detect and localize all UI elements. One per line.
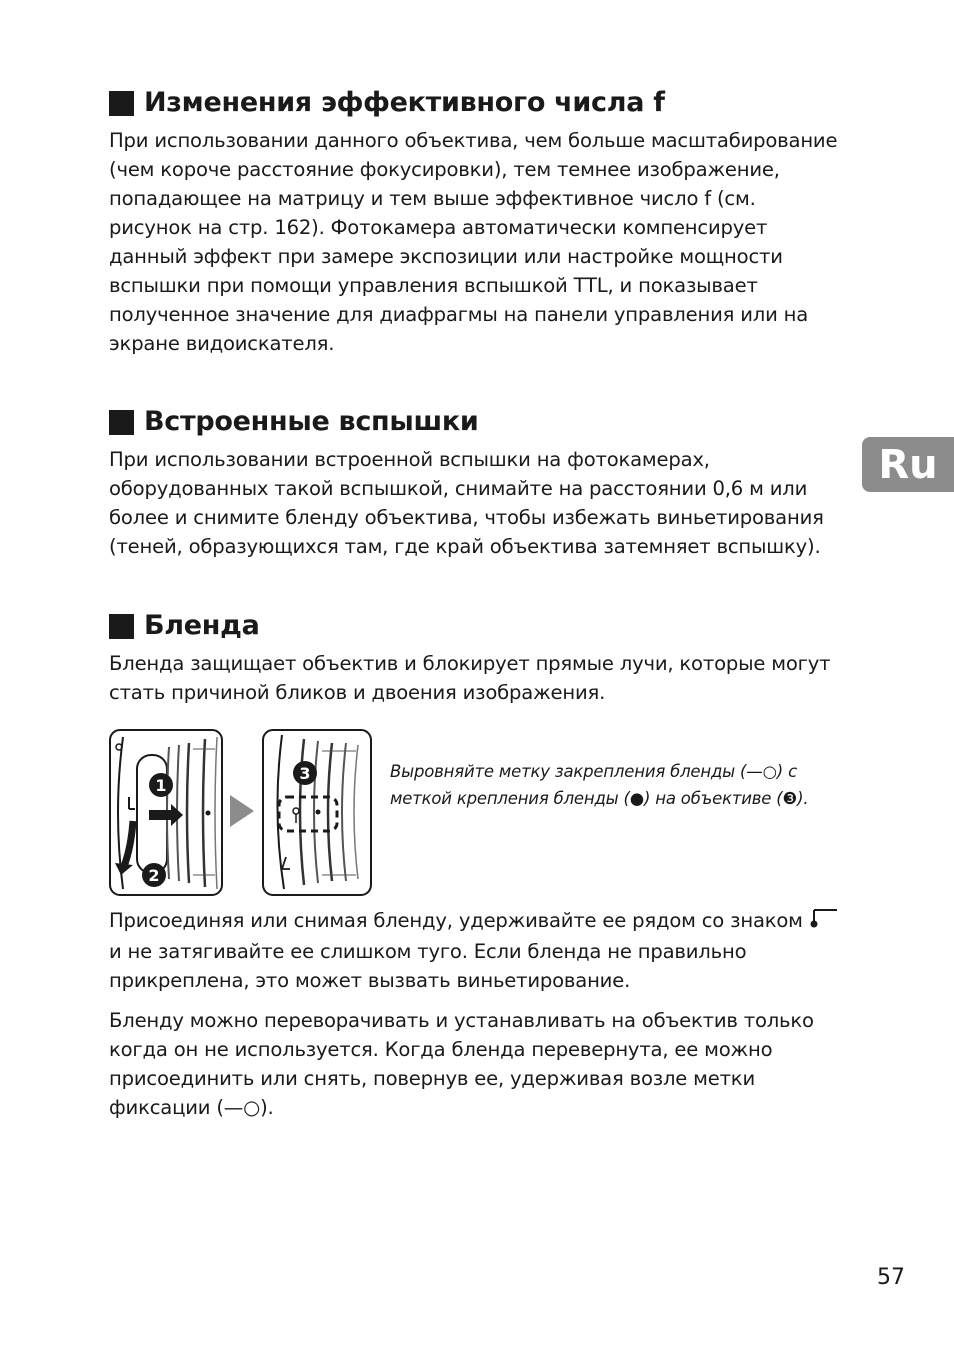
heading-text: Встроенные вспышки — [144, 406, 479, 437]
lens-hood-illustration — [109, 729, 223, 896]
step-3-label: 3 — [299, 764, 311, 783]
square-bullet-icon — [109, 614, 134, 639]
attach-text-start: Присоединяя или снимая бленду, удерживайте ее рядом со знаком — [109, 909, 803, 932]
hood-attach-figure-left — [109, 729, 223, 900]
square-bullet-icon — [109, 91, 134, 116]
reverse-paragraph: Бленду можно переворачивать и устанавливать на объектив только когда он не используется. Когда бленда перевернута, ее можно присоединить или снять, повернув ее, удерживая возле метки фиксации (—○). — [109, 1009, 814, 1119]
heading-text: Бленда — [144, 610, 260, 641]
section-builtin-flash — [109, 405, 839, 561]
section-effective-f-number — [109, 86, 839, 358]
section-body: При использовании встроенной вспышки на фотокамерах, оборудованных такой вспышкой, снимайте на расстоянии 0,6 м или более и снимите бленду объектива, чтобы избежать виньетирования (теней, образующихся там, где край объектива затемняет вспышку). — [109, 448, 824, 558]
section-lens-hood — [109, 609, 839, 707]
hood-mount-mark-icon — [809, 907, 839, 937]
hood-attach-figure-right — [262, 729, 372, 900]
section-body: При использовании данного объектива, чем больше масштабирование (чем короче расстояние фокусировки), тем темнее изображение, попадающее на матрицу и тем выше эффективное число f (см. рисунок на стр. 162). Фотокамера автоматически компенсирует данный эффект при замере экспозиции или настройке мощности вспышки при помощи управления вспышкой TTL, и показывает полученное значение для диафрагмы на панели управления или на экране видоискателя. — [109, 129, 838, 355]
language-tab: Ru — [862, 437, 954, 492]
lens-hood-aligned-illustration — [262, 729, 372, 896]
section-heading — [109, 405, 839, 439]
section-heading — [109, 86, 839, 120]
play-arrow-icon — [230, 795, 256, 831]
attach-text-end: и не затягивайте ее слишком туго. Если бленда не правильно прикреплена, это может вызвать виньетирование. — [109, 939, 747, 992]
section-body: Бленда защищает объектив и блокирует прямые лучи, которые могут стать причиной бликов и двоения изображения. — [109, 652, 831, 704]
figure-caption: Выровняйте метку закрепления бленды (—○) с меткой крепления бленды (●) на объективе (❸). — [390, 762, 809, 808]
step-1-label: 1 — [155, 776, 167, 795]
attach-paragraph — [109, 906, 839, 995]
step-2-label: 2 — [148, 866, 160, 885]
page-number: 57 — [877, 1265, 905, 1290]
square-bullet-icon — [109, 410, 134, 435]
section-heading — [109, 609, 839, 643]
heading-text: Изменения эффективного числа f — [144, 87, 665, 118]
